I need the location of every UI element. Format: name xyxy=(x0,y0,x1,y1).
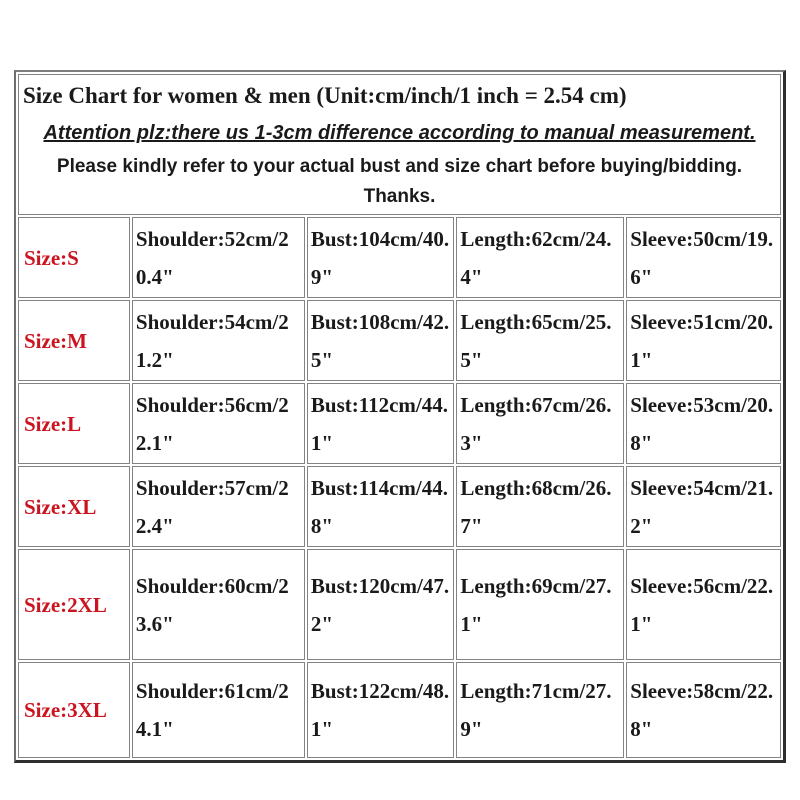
table-row-size-m xyxy=(18,300,781,381)
length-cell: Length:71cm/27.9" xyxy=(456,662,624,758)
size-label-cell: Size:XL xyxy=(18,466,130,547)
sleeve-cell: Sleeve:54cm/21.2" xyxy=(626,466,781,547)
size-label-cell: Size:S xyxy=(18,217,130,298)
shoulder-cell: Shoulder:52cm/20.4" xyxy=(132,217,305,298)
bust-cell: Bust:122cm/48.1" xyxy=(307,662,455,758)
table-header-cell xyxy=(18,74,781,215)
sleeve-cell: Sleeve:56cm/22.1" xyxy=(626,549,781,660)
attention-note: Attention plz:there us 1-3cm difference according to manual measurement. xyxy=(43,122,756,144)
table-row-size-s xyxy=(18,217,781,298)
table-row-size-xl xyxy=(18,466,781,547)
bust-cell: Bust:120cm/47.2" xyxy=(307,549,455,660)
bust-cell: Bust:112cm/44.1" xyxy=(307,383,455,464)
table-row-size-3xl xyxy=(18,662,781,758)
thanks-note: Thanks. xyxy=(363,186,436,207)
chart-title: Size Chart for women & men (Unit:cm/inch/1 inch = 2.54 cm) xyxy=(23,83,627,108)
size-label-cell: Size:2XL xyxy=(18,549,130,660)
length-cell: Length:67cm/26.3" xyxy=(456,383,624,464)
shoulder-cell: Shoulder:60cm/23.6" xyxy=(132,549,305,660)
size-label-cell: Size:3XL xyxy=(18,662,130,758)
sleeve-cell: Sleeve:50cm/19.6" xyxy=(626,217,781,298)
size-label-cell: Size:L xyxy=(18,383,130,464)
sleeve-cell: Sleeve:58cm/22.8" xyxy=(626,662,781,758)
length-cell: Length:62cm/24.4" xyxy=(456,217,624,298)
bust-cell: Bust:114cm/44.8" xyxy=(307,466,455,547)
sleeve-cell: Sleeve:51cm/20.1" xyxy=(626,300,781,381)
buying-note: Please kindly refer to your actual bust and size chart before buying/bidding. xyxy=(56,156,743,177)
sleeve-cell: Sleeve:53cm/20.8" xyxy=(626,383,781,464)
length-cell: Length:65cm/25.5" xyxy=(456,300,624,381)
size-chart-table xyxy=(14,70,786,763)
shoulder-cell: Shoulder:57cm/22.4" xyxy=(132,466,305,547)
length-cell: Length:68cm/26.7" xyxy=(456,466,624,547)
table-row-size-2xl xyxy=(18,549,781,660)
shoulder-cell: Shoulder:56cm/22.1" xyxy=(132,383,305,464)
shoulder-cell: Shoulder:54cm/21.2" xyxy=(132,300,305,381)
shoulder-cell: Shoulder:61cm/24.1" xyxy=(132,662,305,758)
bust-cell: Bust:108cm/42.5" xyxy=(307,300,455,381)
length-cell: Length:69cm/27.1" xyxy=(456,549,624,660)
header-row xyxy=(18,74,781,215)
size-label-cell: Size:M xyxy=(18,300,130,381)
table-row-size-l xyxy=(18,383,781,464)
bust-cell: Bust:104cm/40.9" xyxy=(307,217,455,298)
